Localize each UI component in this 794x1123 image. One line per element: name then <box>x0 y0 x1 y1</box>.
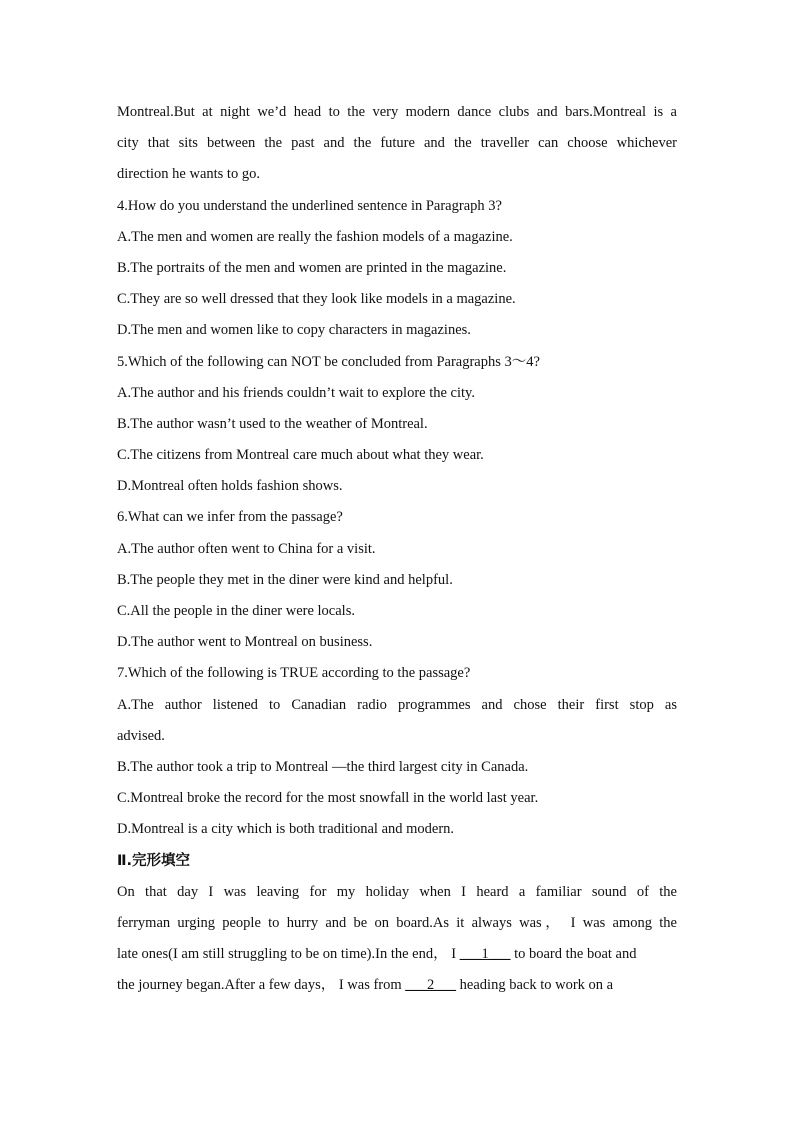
passage-line: Montreal.But at night we’d head to the very modern dance clubs and bars.Montreal is a <box>117 104 677 120</box>
cloze-line: ferryman urging people to hurry and be on board.As it always was， I was among the <box>117 914 677 931</box>
question-4-option-a: A.The men and women are really the fashion models of a magazine. <box>117 228 513 245</box>
cloze-line <box>117 970 677 1001</box>
question-5-option-d: D.Montreal often holds fashion shows. <box>117 478 343 495</box>
question-5-stem: 5.Which of the following can NOT be concluded from Paragraphs 3～4? <box>117 353 540 370</box>
cloze-text: late ones(I am still struggling to be on time).In the end， I <box>117 946 460 963</box>
cloze-line <box>117 939 677 970</box>
question-6-option-d: D.The author went to Montreal on business. <box>117 634 373 651</box>
passage-line: city that sits between the past and the future and the traveller can choose whichever <box>117 135 677 152</box>
question-7-option-a-cont: advised. <box>117 727 165 744</box>
question-4-stem: 4.How do you understand the underlined sentence in Paragraph 3? <box>117 197 502 214</box>
cloze-text: the journey began.After a few days， I was from <box>117 977 406 994</box>
question-7-stem: 7.Which of the following is TRUE according to the passage? <box>117 665 471 682</box>
question-5-option-b: B.The author wasn’t used to the weather of Montreal. <box>117 415 428 432</box>
question-6-option-c: C.All the people in the diner were locals. <box>117 603 355 619</box>
question-7-option-b: B.The author took a trip to Montreal —the third largest city in Canada. <box>117 758 529 775</box>
question-7-option-d: D.Montreal is a city which is both traditional and modern. <box>117 821 455 838</box>
question-6-option-a: A.The author often went to China for a visit. <box>117 540 376 557</box>
question-5-option-a: A.The author and his friends couldn’t wait to explore the city. <box>117 384 475 401</box>
blank-1: ___1___ <box>459 946 511 963</box>
question-4-option-c: C.They are so well dressed that they look like models in a magazine. <box>117 291 516 308</box>
cloze-text: heading back to work on a <box>456 977 614 994</box>
cloze-line: On that day I was leaving for my holiday when I heard a familiar sound of the <box>117 883 677 900</box>
cloze-text: to board the boat and <box>510 946 637 963</box>
question-7-option-a: A.The author listened to Canadian radio programmes and chose their first stop as <box>117 696 677 713</box>
question-4-option-b: B.The portraits of the men and women are printed in the magazine. <box>117 259 507 276</box>
question-6-stem: 6.What can we infer from the passage? <box>117 509 343 526</box>
question-6-option-b: B.The people they met in the diner were kind and helpful. <box>117 571 453 588</box>
question-7-option-c: C.Montreal broke the record for the most snowfall in the world last year. <box>117 790 539 807</box>
blank-2: ___2___ <box>405 977 457 994</box>
section-heading: Ⅱ.完形填空 <box>117 852 191 869</box>
question-5-option-c: C.The citizens from Montreal care much about what they wear. <box>117 447 484 464</box>
document-page <box>117 97 677 1001</box>
question-4-option-d: D.The men and women like to copy characters in magazines. <box>117 322 471 339</box>
passage-line: direction he wants to go. <box>117 166 260 183</box>
